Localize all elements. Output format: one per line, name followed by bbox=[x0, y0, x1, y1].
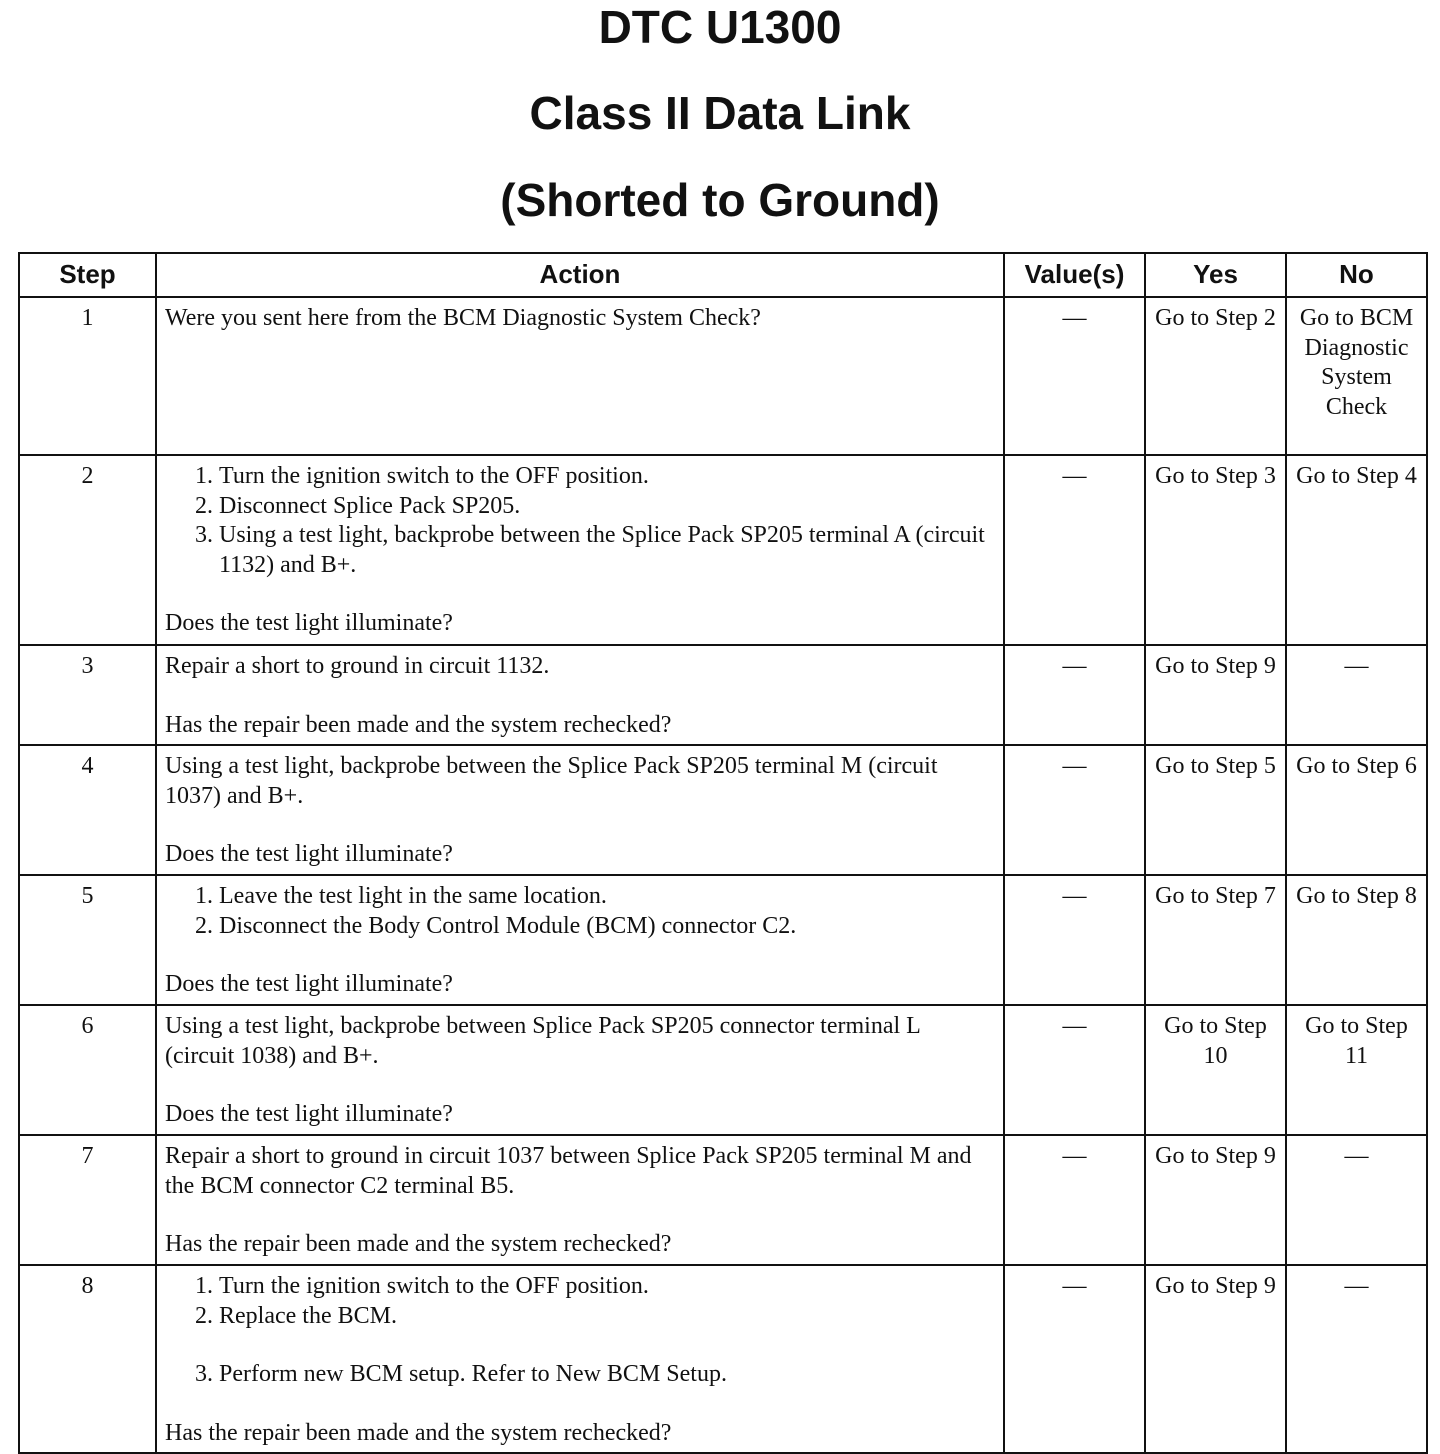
yes-cell: Go to Step 5 bbox=[1145, 745, 1286, 875]
action-text: Repair a short to ground in circuit 1132. bbox=[165, 653, 550, 679]
action-step-item: 3. Perform new BCM setup. Refer to New BCM Setup. bbox=[219, 1360, 995, 1390]
table-row bbox=[19, 875, 1427, 1005]
yes-cell: Go to Step 9 bbox=[1145, 645, 1286, 745]
action-text: Repair a short to ground in circuit 1037 between Splice Pack SP205 terminal M and the BCM connector C2 terminal B5. bbox=[165, 1143, 972, 1199]
step-number: 6 bbox=[19, 1005, 156, 1135]
action-step-item: 1. Turn the ignition switch to the OFF position. bbox=[219, 1272, 995, 1302]
no-cell: Go to Step 11 bbox=[1286, 1005, 1427, 1135]
action-step-item: 1. Turn the ignition switch to the OFF position. bbox=[219, 462, 995, 492]
table-row bbox=[19, 745, 1427, 875]
action-cell bbox=[156, 1005, 1004, 1135]
no-cell: Go to Step 6 bbox=[1286, 745, 1427, 875]
action-cell bbox=[156, 297, 1004, 455]
no-cell: — bbox=[1286, 1135, 1427, 1265]
action-question: Has the repair been made and the system rechecked? bbox=[165, 1419, 672, 1446]
step-number: 3 bbox=[19, 645, 156, 745]
action-question: Has the repair been made and the system rechecked? bbox=[165, 711, 672, 738]
no-cell: — bbox=[1286, 1265, 1427, 1453]
action-cell bbox=[156, 745, 1004, 875]
action-question: Does the test light illuminate? bbox=[165, 841, 453, 867]
value-cell: — bbox=[1004, 297, 1145, 455]
action-step-item: 3. Using a test light, backprobe between the Splice Pack SP205 terminal A (circuit 1132) and B+. bbox=[219, 521, 995, 580]
table-row bbox=[19, 1265, 1427, 1453]
action-cell bbox=[156, 1135, 1004, 1265]
yes-cell: Go to Step 9 bbox=[1145, 1135, 1286, 1265]
action-steps-list bbox=[165, 462, 995, 580]
value-cell: — bbox=[1004, 1265, 1145, 1453]
action-steps-list bbox=[165, 882, 995, 941]
header-action: Action bbox=[156, 253, 1004, 297]
condition-title: (Shorted to Ground) bbox=[500, 174, 940, 226]
table-row bbox=[19, 645, 1427, 745]
step-number: 1 bbox=[19, 297, 156, 455]
table-row bbox=[19, 1005, 1427, 1135]
value-cell: — bbox=[1004, 455, 1145, 645]
header-no: No bbox=[1286, 253, 1427, 297]
step-number: 4 bbox=[19, 745, 156, 875]
table-row bbox=[19, 455, 1427, 645]
yes-cell: Go to Step 3 bbox=[1145, 455, 1286, 645]
action-text: Using a test light, backprobe between Splice Pack SP205 connector terminal L (circuit 1038) and B+. bbox=[165, 1013, 920, 1069]
step-number: 5 bbox=[19, 875, 156, 1005]
no-cell: Go to Step 4 bbox=[1286, 455, 1427, 645]
action-cell bbox=[156, 645, 1004, 745]
list-spacer bbox=[165, 1331, 995, 1360]
action-text: Using a test light, backprobe between the Splice Pack SP205 terminal M (circuit 1037) and B+. bbox=[165, 753, 938, 809]
yes-cell: Go to Step 7 bbox=[1145, 875, 1286, 1005]
header-step: Step bbox=[19, 253, 156, 297]
action-text: Were you sent here from the BCM Diagnostic System Check? bbox=[165, 305, 761, 331]
action-step-item: 2. Disconnect Splice Pack SP205. bbox=[219, 492, 995, 522]
no-cell: Go to BCM Diagnostic System Check bbox=[1286, 297, 1427, 455]
action-steps-list bbox=[165, 1360, 995, 1390]
table-row bbox=[19, 297, 1427, 455]
header-values: Value(s) bbox=[1004, 253, 1145, 297]
action-cell bbox=[156, 1265, 1004, 1453]
action-cell bbox=[156, 455, 1004, 645]
table-row bbox=[19, 1135, 1427, 1265]
action-step-item: 2. Disconnect the Body Control Module (BCM) connector C2. bbox=[219, 912, 995, 942]
no-cell: Go to Step 8 bbox=[1286, 875, 1427, 1005]
yes-cell: Go to Step 2 bbox=[1145, 297, 1286, 455]
value-cell: — bbox=[1004, 1005, 1145, 1135]
value-cell: — bbox=[1004, 745, 1145, 875]
value-cell: — bbox=[1004, 1135, 1145, 1265]
action-cell bbox=[156, 875, 1004, 1005]
action-question: Has the repair been made and the system rechecked? bbox=[165, 1231, 672, 1257]
step-number: 8 bbox=[19, 1265, 156, 1453]
dtc-code-title: DTC U1300 bbox=[598, 1, 842, 53]
table-header-row bbox=[19, 253, 1427, 297]
step-number: 7 bbox=[19, 1135, 156, 1265]
action-step-item: 2. Replace the BCM. bbox=[219, 1302, 995, 1332]
value-cell: — bbox=[1004, 645, 1145, 745]
diagnostic-procedure-table bbox=[18, 252, 1428, 1454]
action-question: Does the test light illuminate? bbox=[165, 971, 453, 997]
action-question: Does the test light illuminate? bbox=[165, 1101, 453, 1127]
no-cell: — bbox=[1286, 645, 1427, 745]
action-step-item: 1. Leave the test light in the same location. bbox=[219, 882, 995, 912]
action-steps-list bbox=[165, 1272, 995, 1331]
yes-cell: Go to Step 10 bbox=[1145, 1005, 1286, 1135]
circuit-title: Class II Data Link bbox=[529, 87, 911, 139]
yes-cell: Go to Step 9 bbox=[1145, 1265, 1286, 1453]
value-cell: — bbox=[1004, 875, 1145, 1005]
action-question: Does the test light illuminate? bbox=[165, 610, 453, 636]
step-number: 2 bbox=[19, 455, 156, 645]
header-yes: Yes bbox=[1145, 253, 1286, 297]
